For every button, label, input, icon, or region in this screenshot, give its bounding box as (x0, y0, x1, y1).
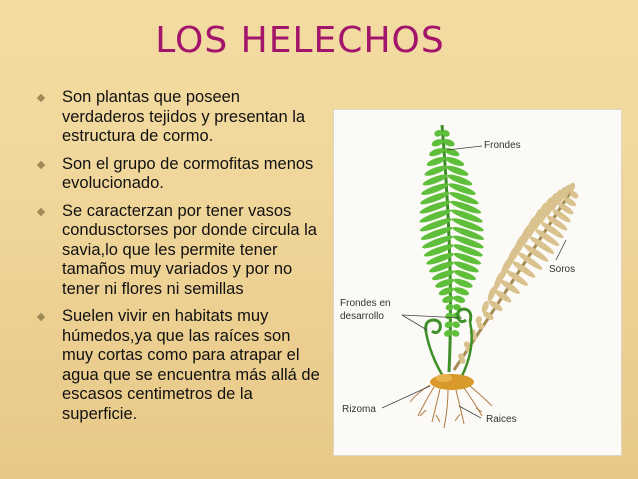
label-rizoma: Rizoma (342, 404, 376, 415)
fiddlehead-stem (426, 332, 444, 378)
green-frond (418, 129, 485, 338)
bullet-item (36, 88, 321, 147)
slide-title: LOS HELECHOS (155, 20, 445, 61)
leaflet (487, 299, 504, 313)
roots (410, 385, 492, 428)
leaflet (441, 294, 455, 304)
leaflet (453, 294, 467, 304)
label-raices: Raices (486, 414, 517, 425)
rhizome (430, 374, 474, 390)
fern-illustration (334, 110, 621, 455)
label-frondes-desarrollo-1: Frondes en (340, 298, 391, 309)
leaflet (451, 329, 461, 338)
bullet-list (36, 88, 321, 432)
bullet-text: Se caracterzan por tener vasos condusctorses por donde circula la savia,lo que les permite tener tamaños muy variados y por no tener ni flores ni semillas (62, 201, 317, 298)
rhizome-highlight (436, 374, 452, 382)
bullet-icon (37, 313, 45, 321)
bullet-text: Son plantas que poseen verdaderos tejidos y presentan la estructura de cormo. (62, 88, 306, 145)
label-frondes-desarrollo-2: desarrollo (340, 311, 384, 322)
label-soros: Soros (549, 264, 576, 275)
leaflet (493, 288, 513, 304)
label-frondes: Frondes (484, 140, 521, 151)
leader-lines (382, 146, 566, 418)
fiddlehead-icon (426, 320, 441, 333)
bullet-icon (37, 94, 45, 102)
bullet-item (36, 307, 321, 424)
bullet-icon (37, 207, 45, 215)
bullet-icon (37, 160, 45, 168)
leaflet (444, 312, 454, 321)
leaflet (445, 303, 455, 312)
bullet-text: Suelen vivir en habitats muy húmedos,ya que las raíces son muy cortas como para atrapar el agua que se encuentra más allá de escasos centimetros de la superficie. (62, 307, 320, 423)
leaflet (444, 155, 465, 168)
fern-diagram (333, 109, 622, 456)
bullet-item (36, 202, 321, 300)
bullet-text: Son el grupo de cormofitas menos evolucionado. (62, 154, 314, 192)
leaflet (444, 320, 454, 329)
bullet-item (36, 155, 321, 194)
